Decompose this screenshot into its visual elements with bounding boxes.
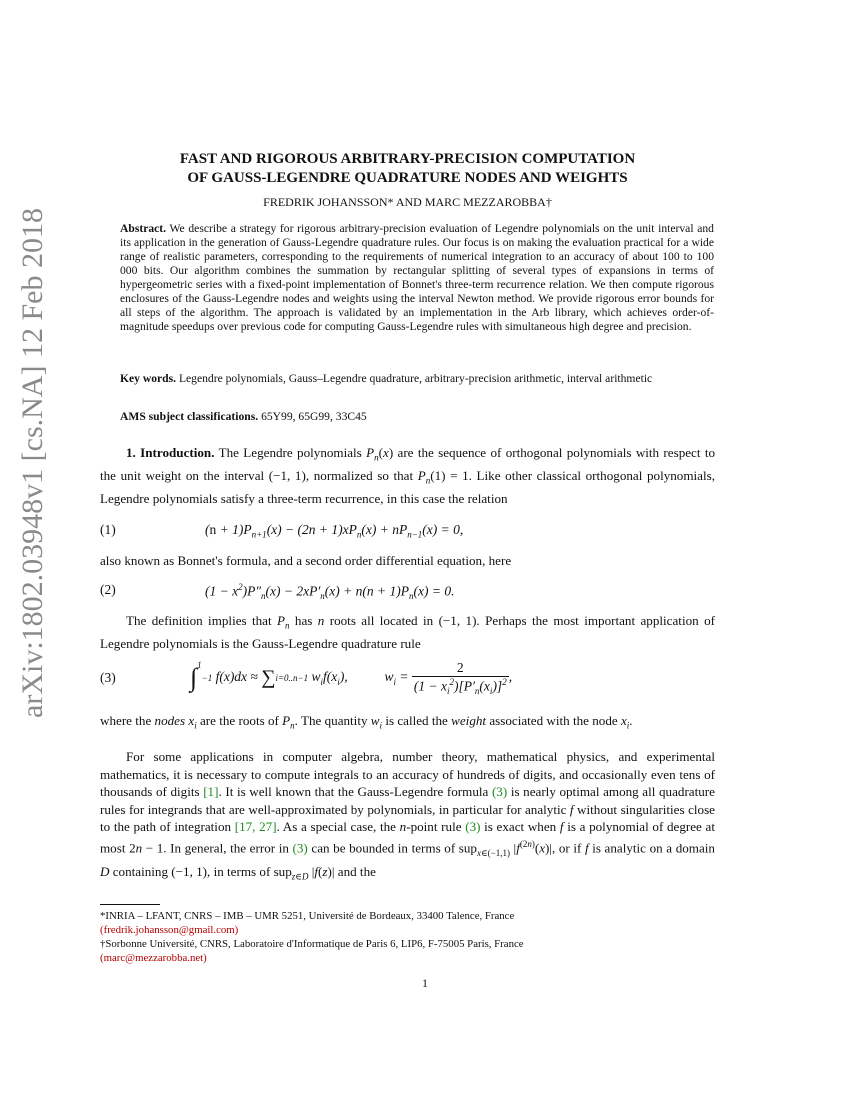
intro-paragraph-2: also known as Bonnet's formula, and a second order differential equation, here — [100, 553, 512, 568]
equation-3: (3) ∫$^1$−1 f(x)dx ≈ ∑i=0..n−1 $w_if(x_i)$, $w_i$ = $\frac{2}{(1 - x_i^2)[P'_n(x_i)]^2}$ , — [100, 660, 513, 697]
intro-paragraph-1: 1. Introduction. The Legendre polynomials $P_n(x)$ are the sequence of orthogonal polynomials with respect to the unit weight on the interval (−1, 1), normalized so that $P_n(1) = 1$. Like other classical orthogonal polynomials, Legendre polynomials satisfy a three-term recurrence, in this case the relation — [100, 445, 716, 507]
page-number: 1 — [422, 976, 428, 990]
ams-classifications: AMS subject classifications. 65Y99, 65G99, 33C45 — [120, 410, 367, 423]
intro-paragraph-5: For some applications in computer algebra, number theory, mathematical physics, and experimental mathematics, it is necessary to compute integrals to an accuracy of hundreds of digits, and occasionally even tens of thousands of digits [1]. It is well known that the Gauss-Legendre formula (3) is nearly optimal among all quadrature rules for integrands that are well-approximated by polynomials, in particular for analytic f without singularities close to the path of integration [17, 27]. As a special case, the n-point rule (3) is exact when f is a polynomial of degree at most 2n − 1. In general, the error in (3) can be bounded in terms of sup$_{x\in(-1,1)}$ $|f^{(2n)}(x)|$, or if f is analytic on a domain D containing (−1, 1), in terms of sup$_{z\in D}$ |f(z)| and the — [100, 749, 715, 882]
abstract: Abstract. We describe a strategy for rigorous arbitrary-precision evaluation of Legendre polynomials on the unit interval and its application in the generation of Gauss-Legendre quadrature rules. Our focus is on making the evaluation practical for a wide range of realistic parameters, corresponding to the requirements of numerical integration to an accuracy of about 100 to 100 000 bits. Our algorithm combines the summation by rectangular splitting of several types of expansions in terms of hypergeometric series with a fixed-point implementation of Bonnet's three-term recurrence relation. We then compute rigorous enclosures of the Gauss-Legendre nodes and weights using the interval Newton method. We provide rigorous error bounds for all steps of the algorithm. The approach is validated by an implementation in the Arb library, which achieves order-of-magnitude speedups over previous code for computing Gauss-Legendre rules with simultaneous high degree and precision. — [120, 222, 714, 333]
intro-paragraph-4: where the nodes $x_i$ are the roots of $P_n$. The quantity $w_i$ is called the weight associated with the node $x_i$. — [100, 713, 633, 731]
keywords: Key words. Legendre polynomials, Gauss–Legendre quadrature, arbitrary-precision arithmetic, interval arithmetic — [120, 372, 653, 385]
footnote-1-email[interactable]: (fredrik.johansson@gmail.com) — [100, 923, 239, 936]
footnote-2-email[interactable]: (marc@mezzarobba.net) — [100, 951, 207, 964]
authors: FREDRIK JOHANSSON* AND MARC MEZZAROBBA† — [263, 195, 552, 209]
footnote-rule — [100, 904, 160, 905]
footnote-2: †Sorbonne Université, CNRS, Laboratoire d'Informatique de Paris 6, LIP6, F-75005 Paris, France (marc@mezzarobba.net) — [100, 938, 715, 965]
paper-title: FAST AND RIGOROUS ARBITRARY-PRECISION COMPUTATION OF GAUSS-LEGENDRE QUADRATURE NODES AND WEIGHTS — [179, 151, 636, 186]
equation-1: (1) $(n + 1)P_{n+1}(x) - (2n + 1)xP_n(x) + nP_{n-1}(x) = 0$, — [100, 522, 464, 540]
arxiv-sidebar-stamp: arXiv:1802.03948v1 [cs.NA] 12 Feb 2018 — [16, 208, 49, 718]
footnote-1: *INRIA – LFANT, CNRS – IMB – UMR 5251, Université de Bordeaux, 33400 Talence, France (fredrik.johansson@gmail.com) — [100, 910, 715, 937]
equation-2: (2) $(1 - x^2)P''_n(x) - 2xP'_n(x) + n(n + 1)P_n(x) = 0$. — [100, 582, 455, 602]
intro-paragraph-3: The definition implies that $P_n$ has n roots all located in (−1, 1). Perhaps the most important application of Legendre polynomials is the Gauss-Legendre quadrature rule — [100, 613, 715, 652]
